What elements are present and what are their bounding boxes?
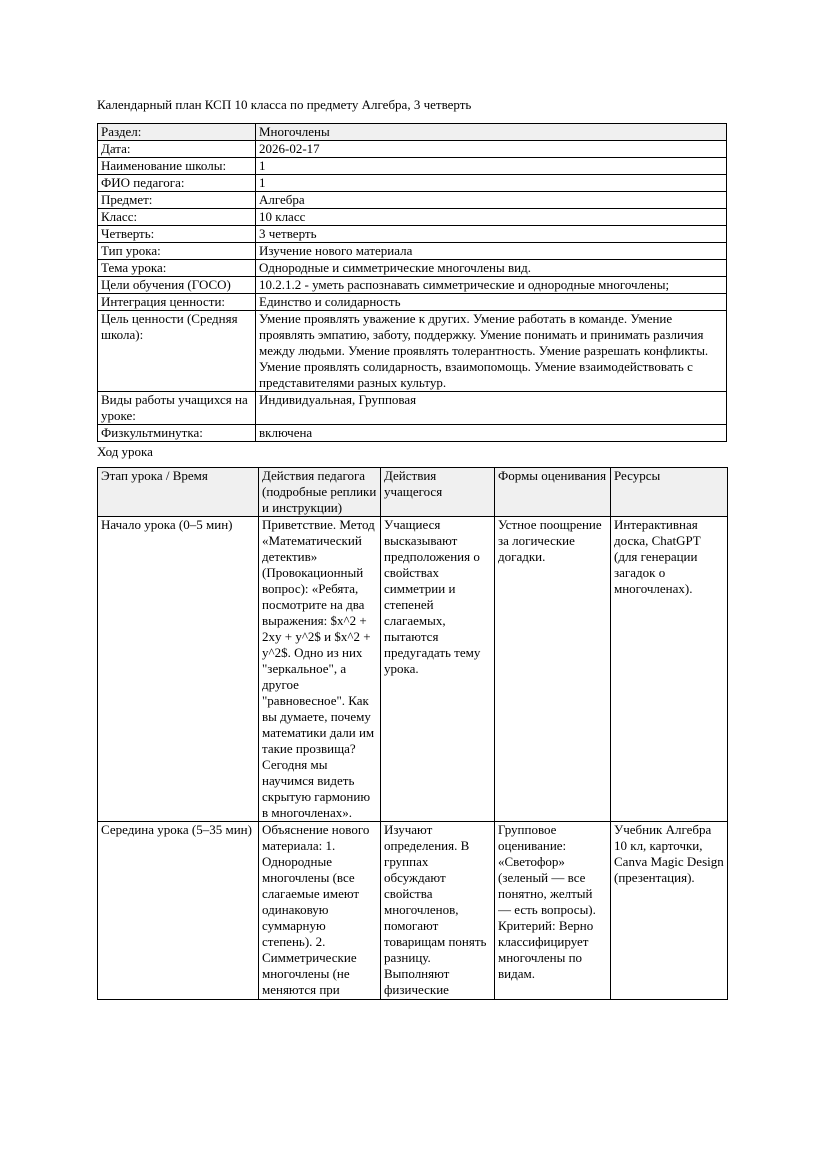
table-row	[98, 175, 727, 192]
column-header-student-actions: Действия учащегося	[381, 468, 495, 517]
table-row	[98, 311, 727, 392]
row-value: 3 четверть	[256, 226, 727, 243]
row-value: Алгебра	[256, 192, 727, 209]
table-row	[98, 226, 727, 243]
lesson-plan-table	[97, 467, 728, 1000]
row-label: Физкультминутка:	[98, 425, 256, 442]
row-label: Наименование школы:	[98, 158, 256, 175]
assessment-cell: Групповое оценивание: «Светофор» (зеленый — все понятно, желтый — есть вопросы). Критерий: Верно классифицирует многочлены по видам.	[495, 822, 611, 1000]
table-row	[98, 243, 727, 260]
row-label: Предмет:	[98, 192, 256, 209]
resources-cell: Учебник Алгебра 10 кл, карточки, Canva Magic Design (презентация).	[611, 822, 728, 1000]
table-row	[98, 260, 727, 277]
row-value: Изучение нового материала	[256, 243, 727, 260]
row-label: Виды работы учащихся на уроке:	[98, 392, 256, 425]
lesson-stage-row	[98, 517, 728, 822]
table-row	[98, 209, 727, 226]
teacher-actions-cell: Приветствие. Метод «Математический детектив» (Провокационный вопрос): «Ребята, посмотрите на два выражения: $x^2 + 2xy + y^2$ и $x^2 + y^2$. Одно из них "зеркальное", а другое "равновесное". Как вы думаете, почему математики дали им такие прозвища? Сегодня мы научимся видеть скрытую гармонию в многочленах».	[259, 517, 381, 822]
row-label: Тема урока:	[98, 260, 256, 277]
section-heading: Ход урока	[97, 444, 153, 459]
row-label: Дата:	[98, 141, 256, 158]
column-header-resources: Ресурсы	[611, 468, 728, 517]
row-label: Раздел:	[98, 124, 256, 141]
table-row	[98, 124, 727, 141]
lesson-table-header-row	[98, 468, 728, 517]
row-label: Тип урока:	[98, 243, 256, 260]
column-header-assessment: Формы оценивания	[495, 468, 611, 517]
assessment-cell: Устное поощрение за логические догадки.	[495, 517, 611, 822]
row-label: Цель ценности (Средняя школа):	[98, 311, 256, 392]
lesson-info-table	[97, 123, 727, 442]
column-header-teacher-actions: Действия педагога (подробные реплики и инструкции)	[259, 468, 381, 517]
row-value: Умение проявлять уважение к других. Умение работать в команде. Умение проявлять эмпатию, заботу, поддержку. Умение понимать и принимать различия между людьми. Умение проявлять толерантность. Умение разрешать конфликты. Умение проявлять солидарность, взаимопомощь. Умение взаимодействовать с представителями разных культур.	[256, 311, 727, 392]
row-value: Единство и солидарность	[256, 294, 727, 311]
row-value: 10.2.1.2 - уметь распознавать симметрические и однородные многочлены;	[256, 277, 727, 294]
table-row	[98, 392, 727, 425]
lesson-stage-row	[98, 822, 728, 1000]
student-actions-cell: Изучают определения. В группах обсуждают свойства многочленов, помогают товарищам понять разницу. Выполняют физические	[381, 822, 495, 1000]
stage-cell: Начало урока (0–5 мин)	[98, 517, 259, 822]
row-label: Интеграция ценности:	[98, 294, 256, 311]
row-label: Цели обучения (ГОСО)	[98, 277, 256, 294]
row-value: включена	[256, 425, 727, 442]
resources-cell: Интерактивная доска, ChatGPT (для генерации загадок о многочленах).	[611, 517, 728, 822]
row-value: Многочлены	[256, 124, 727, 141]
row-value: 2026-02-17	[256, 141, 727, 158]
teacher-actions-cell: Объяснение нового материала: 1. Однородные многочлены (все слагаемые имеют одинаковую суммарную степень). 2. Симметрические многочлены (не меняются при	[259, 822, 381, 1000]
row-value: 1	[256, 175, 727, 192]
table-row	[98, 425, 727, 442]
table-row	[98, 294, 727, 311]
row-label: Четверть:	[98, 226, 256, 243]
table-row	[98, 158, 727, 175]
row-label: ФИО педагога:	[98, 175, 256, 192]
row-value: Однородные и симметрические многочлены вид.	[256, 260, 727, 277]
row-value: Индивидуальная, Групповая	[256, 392, 727, 425]
row-value: 1	[256, 158, 727, 175]
column-header-stage: Этап урока / Время	[98, 468, 259, 517]
student-actions-cell: Учащиеся высказывают предположения о свойствах симметрии и степеней слагаемых, пытаются предугадать тему урока.	[381, 517, 495, 822]
table-row	[98, 192, 727, 209]
table-row	[98, 277, 727, 294]
row-value: 10 класс	[256, 209, 727, 226]
stage-cell: Середина урока (5–35 мин)	[98, 822, 259, 1000]
row-label: Класс:	[98, 209, 256, 226]
page-title: Календарный план КСП 10 класса по предмету Алгебра, 3 четверть	[97, 97, 472, 112]
table-row	[98, 141, 727, 158]
